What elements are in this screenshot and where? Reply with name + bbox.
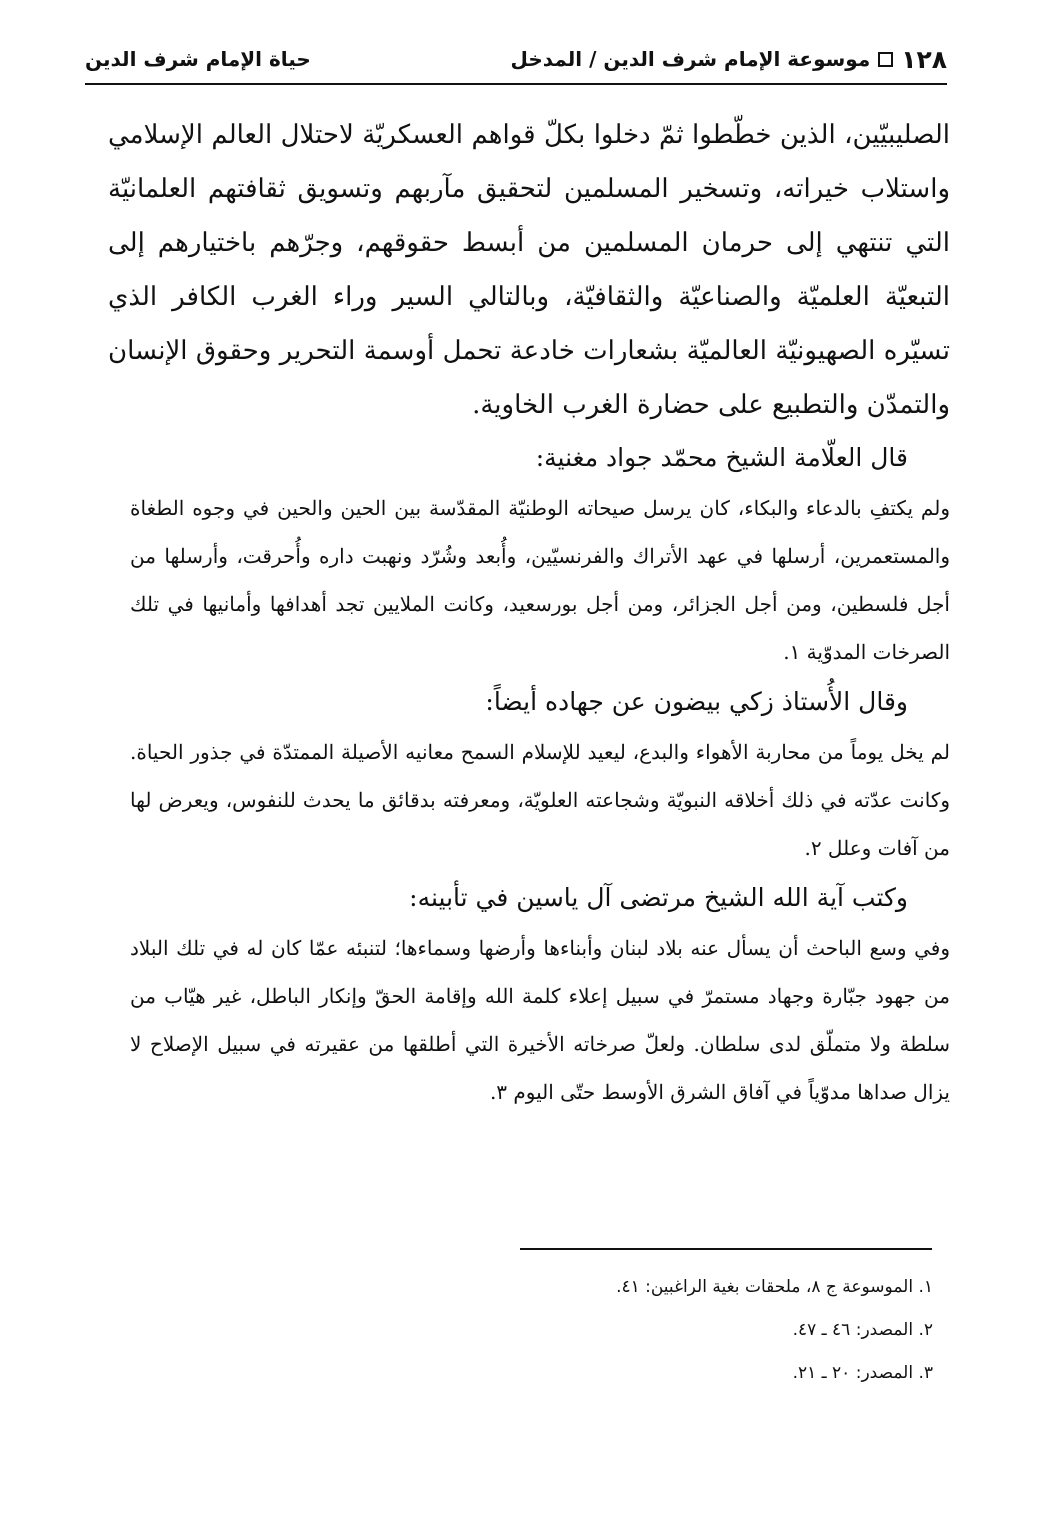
footnote: ١. الموسوعة ج ٨، ملحقات بغية الراغبين: ٤١. <box>616 1277 933 1297</box>
header-right <box>511 45 947 74</box>
page-number: ١٢٨ <box>901 44 947 74</box>
footnote: ٢. المصدر: ٤٦ ـ ٤٧. <box>792 1320 933 1340</box>
block-quote: ولم يكتفِ بالدعاء والبكاء، كان يرسل صيحاته الوطنيّة المقدّسة بين الحين والحين في وجوه الطغاة والمستعمرين، أرسلها في عهد الأتراك والفرنسيّين، وأُبعد وشُرّد ونهبت داره وأُحرقت، وأرسلها من أجل فلسطين، ومن أجل الجزائر، ومن أجل بورسعيد، وكانت الملايين تجد أهدافها وأمانيها في تلك الصرخات المدوّية ١. <box>130 496 950 664</box>
book-title: موسوعة الإمام شرف الدين / المدخل <box>510 47 871 71</box>
footnote: ٣. المصدر: ٢٠ ـ ٢١. <box>792 1363 933 1383</box>
square-ornament-icon <box>878 52 893 67</box>
chapter-title: حياة الإمام شرف الدين <box>85 47 311 71</box>
footnotes <box>616 1266 933 1395</box>
main-paragraph: الصليبيّين، الذين خطّطوا ثمّ دخلوا بكلّ قواهم العسكريّة لاحتلال العالم الإسلامي واستلاب خيراته، وتسخير المسلمين لتحقيق مآربهم وتسويق ثقافتهم العلمانيّة التي تنتهي إلى حرمان المسلمين من أبسط حقوقهم، وجرّهم باختيارهم إلى التبعيّة العلميّة والصناعيّة والثقافيّة، وبالتالي السير وراء الغرب الكافر الذي تسيّره الصهيونيّة العالميّة بشعارات خادعة تحمل أوسمة التحرير وحقوق الإنسان والتمدّن والتطبيع على حضارة الغرب الخاوية. <box>108 120 950 420</box>
page-body <box>108 108 950 1116</box>
quote-intro: قال العلّامة الشيخ محمّد جواد مغنية: <box>535 443 908 472</box>
header-divider <box>85 83 947 85</box>
running-header <box>85 38 947 80</box>
block-quote: وفي وسع الباحث أن يسأل عنه بلاد لبنان وأبناءها وأرضها وسماءها؛ لتنبئه عمّا كان له في تلك البلاد من جهود جبّارة وجهاد مستمرّ في سبيل إعلاء كلمة الله وإقامة الحقّ وإنكار الباطل، غير هيّاب من سلطة ولا متملّق لدى سلطان. ولعلّ صرخاته الأخيرة التي أطلقها من عقيرته في سبيل الإصلاح لا يزال صداها مدوّياً في آفاق الشرق الأوسط حتّى اليوم ٣. <box>130 936 950 1104</box>
block-quote: لم يخل يوماً من محاربة الأهواء والبدع، ليعيد للإسلام السمح معانيه الأصيلة الممتدّة في جذور الحياة. وكانت عدّته في ذلك أخلاقه النبويّة وشجاعته العلويّة، ومعرفته بدقائق ما يحدث للنفوس، ويعرض لها من آفات وعلل ٢. <box>130 740 950 860</box>
footnote-divider <box>520 1248 932 1250</box>
quote-intro: وكتب آية الله الشيخ مرتضى آل ياسين في تأبينه: <box>409 883 908 912</box>
quote-intro: وقال الأُستاذ زكي بيضون عن جهاده أيضاً: <box>485 687 908 716</box>
